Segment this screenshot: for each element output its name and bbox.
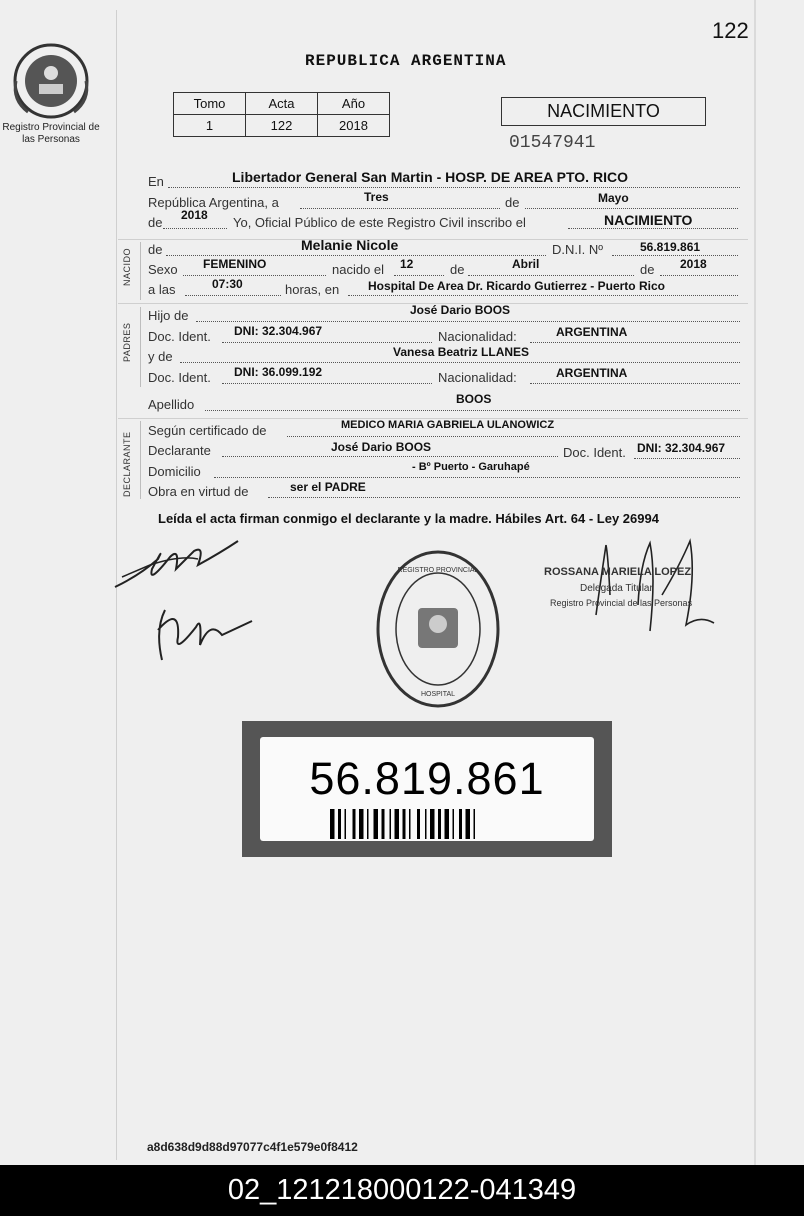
- fill-line: [166, 255, 546, 256]
- sticker-panel: [260, 737, 594, 841]
- label-domicilio: Domicilio: [148, 464, 201, 479]
- fill-line: [180, 362, 740, 363]
- field-time: 07:30: [212, 277, 243, 291]
- fill-line: [196, 321, 740, 322]
- fill-line: [287, 436, 740, 437]
- fill-line: [214, 477, 740, 478]
- document-hash: a8d638d9d88d97077c4f1e579e0f8412: [147, 1140, 358, 1154]
- province-seal-icon: [10, 40, 92, 122]
- official-stamp: [374, 548, 502, 710]
- fill-line: [268, 497, 740, 498]
- field-birth-year: 2018: [680, 257, 707, 271]
- svg-text:HOSPITAL: HOSPITAL: [420, 691, 456, 698]
- fill-line: [568, 228, 738, 229]
- table-value-tomo: 1: [174, 115, 246, 137]
- label-obra: Obra en virtud de: [148, 484, 249, 499]
- official-title: Delegada Titular: [580, 583, 653, 594]
- fill-line: [348, 295, 738, 296]
- field-dni: 56.819.861: [640, 240, 701, 254]
- field-month-word: Mayo: [598, 191, 629, 205]
- page-number: 122: [712, 18, 749, 43]
- fill-line: [222, 456, 558, 457]
- section-bracket: [140, 242, 141, 300]
- field-mother-doc: DNI: 36.099.192: [234, 365, 323, 379]
- field-day-word: Tres: [364, 190, 389, 204]
- fill-line: [183, 275, 326, 276]
- fill-line: [168, 187, 740, 188]
- official-office: Registro Provincial de las Personas: [550, 598, 693, 608]
- label-oficial: Yo, Oficial Público de este Registro Civil inscribo el: [233, 215, 526, 230]
- field-place: Libertador General San Martin - HOSP. DE AREA PTO. RICO: [232, 169, 628, 185]
- id-sticker: [242, 721, 612, 857]
- label-doc-ident-mother: Doc. Ident.: [148, 370, 211, 385]
- fill-line: [163, 228, 227, 229]
- table-value-anio: 2018: [318, 115, 390, 137]
- label-name: de: [148, 242, 163, 257]
- fill-line: [300, 208, 500, 209]
- fill-line: [660, 275, 738, 276]
- field-father-nationality: ARGENTINA: [556, 325, 628, 339]
- fill-line: [222, 342, 432, 343]
- label-dni: D.N.I. Nº: [552, 242, 603, 257]
- label-segun: Según certificado de: [148, 423, 267, 438]
- label-nationality-mother: Nacionalidad:: [438, 370, 517, 385]
- svg-text:REGISTRO PROVINCIAL: REGISTRO PROVINCIAL: [397, 567, 479, 574]
- field-sexo: FEMENINO: [203, 257, 267, 271]
- barcode-icon: [330, 809, 528, 839]
- section-label-declarante: DECLARANTE: [122, 431, 132, 497]
- label-hijo: Hijo de: [148, 308, 189, 323]
- fill-line: [468, 275, 634, 276]
- table-header-tomo: Tomo: [174, 93, 246, 115]
- fill-line: [525, 208, 738, 209]
- section-bracket: [140, 307, 141, 387]
- label-de-2: de: [450, 262, 465, 277]
- label-declarante: Declarante: [148, 443, 211, 458]
- label-apellido: Apellido: [148, 397, 195, 412]
- field-name: Melanie Nicole: [301, 237, 399, 253]
- act-type-box: NACIMIENTO: [501, 97, 706, 126]
- section-bracket: [140, 421, 141, 499]
- page-edge: [754, 0, 756, 1165]
- registry-label: Registro Provincial de las Personas: [2, 122, 100, 145]
- label-de-year: de: [148, 215, 163, 230]
- field-mother-nationality: ARGENTINA: [556, 366, 628, 380]
- label-doc-ident-father: Doc. Ident.: [148, 329, 211, 344]
- field-certificado: MEDICO MARIA GABRIELA ULANOWICZ: [341, 419, 555, 431]
- label-nationality-father: Nacionalidad:: [438, 329, 517, 344]
- document-title: REPUBLICA ARGENTINA: [305, 52, 507, 70]
- field-birth-day: 12: [400, 257, 414, 271]
- label-en: En: [148, 174, 164, 189]
- field-birth-place: Hospital De Area Dr. Ricardo Gutierrez - Puerto Rico: [368, 279, 665, 293]
- table-header-anio: Año: [318, 93, 390, 115]
- section-label-padres: PADRES: [122, 322, 132, 362]
- sticker-number: 56.819.861: [309, 753, 545, 804]
- control-number: 01547941: [509, 133, 596, 153]
- fill-line: [394, 275, 444, 276]
- field-father: José Dario BOOS: [410, 303, 511, 317]
- label-republica: República Argentina, a: [148, 195, 279, 210]
- label-y-de: y de: [148, 349, 173, 364]
- fill-line: [530, 342, 740, 343]
- fill-line: [222, 383, 432, 384]
- official-name: ROSSANA MARIELA LOPEZ: [544, 566, 692, 578]
- field-domicilio: - Bº Puerto - Garuhapé: [412, 461, 530, 473]
- label-de-3: de: [640, 262, 655, 277]
- fill-line: [634, 458, 740, 459]
- fill-line: [530, 383, 740, 384]
- field-declarante-doc: DNI: 32.304.967: [637, 441, 726, 455]
- label-sexo: Sexo: [148, 262, 178, 277]
- table-value-acta: 122: [246, 115, 318, 137]
- fill-line: [612, 255, 738, 256]
- label-nacido: nacido el: [332, 262, 385, 277]
- table-header-acta: Acta: [246, 93, 318, 115]
- field-obra: ser el PADRE: [290, 480, 366, 494]
- field-mother: Vanesa Beatriz LLANES: [393, 345, 530, 359]
- field-apellido: BOOS: [456, 392, 492, 406]
- field-father-doc: DNI: 32.304.967: [234, 324, 323, 338]
- fill-line: [205, 410, 740, 411]
- fill-line: [185, 295, 281, 296]
- section-label-nacido: NACIDO: [122, 247, 132, 286]
- label-horas: horas, en: [285, 282, 340, 297]
- field-inscribe: NACIMIENTO: [604, 212, 693, 228]
- field-year: 2018: [181, 208, 208, 222]
- label-doc-ident-declarante: Doc. Ident.: [563, 445, 626, 460]
- field-birth-month: Abril: [512, 257, 540, 271]
- closing-text: Leída el acta firman conmigo el declarante y la madre. Hábiles Art. 64 - Ley 26994: [158, 511, 659, 526]
- label-a-las: a las: [148, 282, 176, 297]
- file-id-footer: 02_121218000122-041349: [0, 1165, 804, 1216]
- label-de: de: [505, 195, 520, 210]
- record-table: [173, 92, 390, 137]
- handwritten-signature: [110, 535, 270, 675]
- field-declarante: José Dario BOOS: [331, 440, 432, 454]
